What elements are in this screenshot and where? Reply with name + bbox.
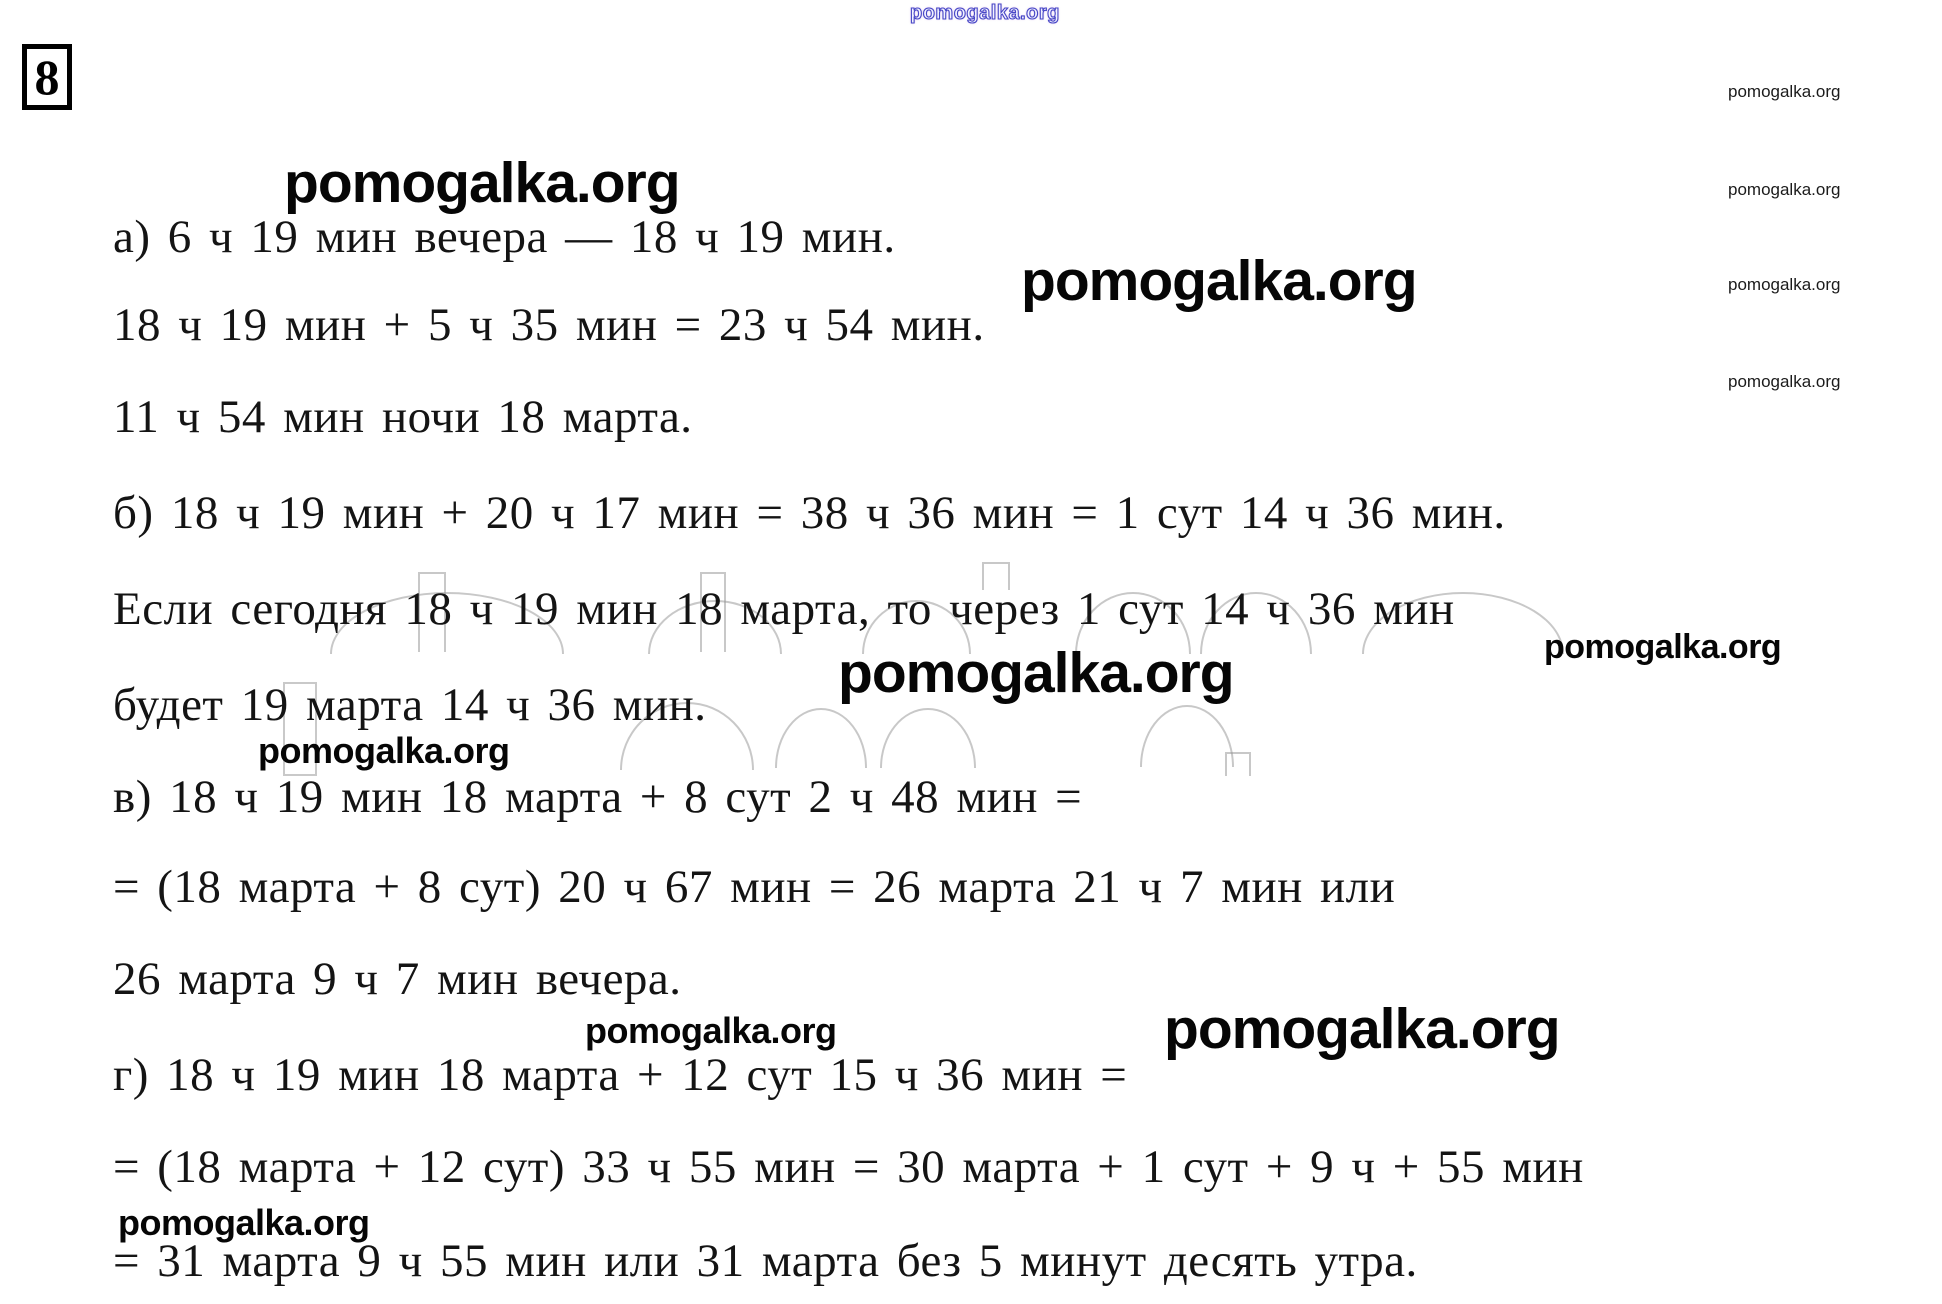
watermark-medium: pomogalka.org <box>1544 628 1782 666</box>
watermark-large: pomogalka.org <box>838 641 1234 705</box>
watermark-right-small: pomogalka.org <box>1728 82 1841 101</box>
ghost-outline-arc <box>1140 705 1234 767</box>
problem-number: 8 <box>34 49 60 105</box>
ghost-outline-arc <box>775 708 867 768</box>
solution-line: г) 18 ч 19 мин 18 марта + 12 сут 15 ч 36 мин = <box>113 1049 1128 1101</box>
solution-line: в) 18 ч 19 мин 18 марта + 8 сут 2 ч 48 мин = <box>113 771 1083 823</box>
watermark-large: pomogalka.org <box>1021 249 1417 313</box>
watermark-large: pomogalka.org <box>284 151 680 215</box>
solution-line: будет 19 марта 14 ч 36 мин. <box>113 679 707 731</box>
solution-line: 26 марта 9 ч 7 мин вечера. <box>113 953 682 1005</box>
solution-line: = (18 марта + 12 сут) 33 ч 55 мин = 30 марта + 1 сут + 9 ч + 55 мин <box>113 1141 1584 1193</box>
ghost-outline-gate <box>1225 752 1251 776</box>
solution-line: = (18 марта + 8 сут) 20 ч 67 мин = 26 марта 21 ч 7 мин или <box>113 861 1396 913</box>
solution-line: = 31 марта 9 ч 55 мин или 31 марта без 5 минут десять утра. <box>113 1235 1418 1287</box>
watermark-medium: pomogalka.org <box>585 1010 837 1051</box>
ghost-outline-arc <box>880 708 976 768</box>
watermark-right-small: pomogalka.org <box>1728 372 1841 391</box>
watermark-top-blue: pomogalka.org <box>910 2 1060 24</box>
watermark-right-small: pomogalka.org <box>1728 275 1841 294</box>
solution-line: Если сегодня 18 ч 19 мин 18 марта, то через 1 сут 14 ч 36 мин <box>113 583 1455 635</box>
watermark-right-small: pomogalka.org <box>1728 180 1841 199</box>
watermark-large: pomogalka.org <box>1164 997 1560 1061</box>
solution-line: 18 ч 19 мин + 5 ч 35 мин = 23 ч 54 мин. <box>113 299 985 351</box>
watermark-medium: pomogalka.org <box>118 1202 370 1243</box>
problem-number-box <box>22 44 72 110</box>
solution-line: б) 18 ч 19 мин + 20 ч 17 мин = 38 ч 36 мин = 1 сут 14 ч 36 мин. <box>113 487 1506 539</box>
solution-line: 11 ч 54 мин ночи 18 марта. <box>113 391 693 443</box>
watermark-medium: pomogalka.org <box>258 730 510 771</box>
solution-line: а) 6 ч 19 мин вечера — 18 ч 19 мин. <box>113 211 896 263</box>
